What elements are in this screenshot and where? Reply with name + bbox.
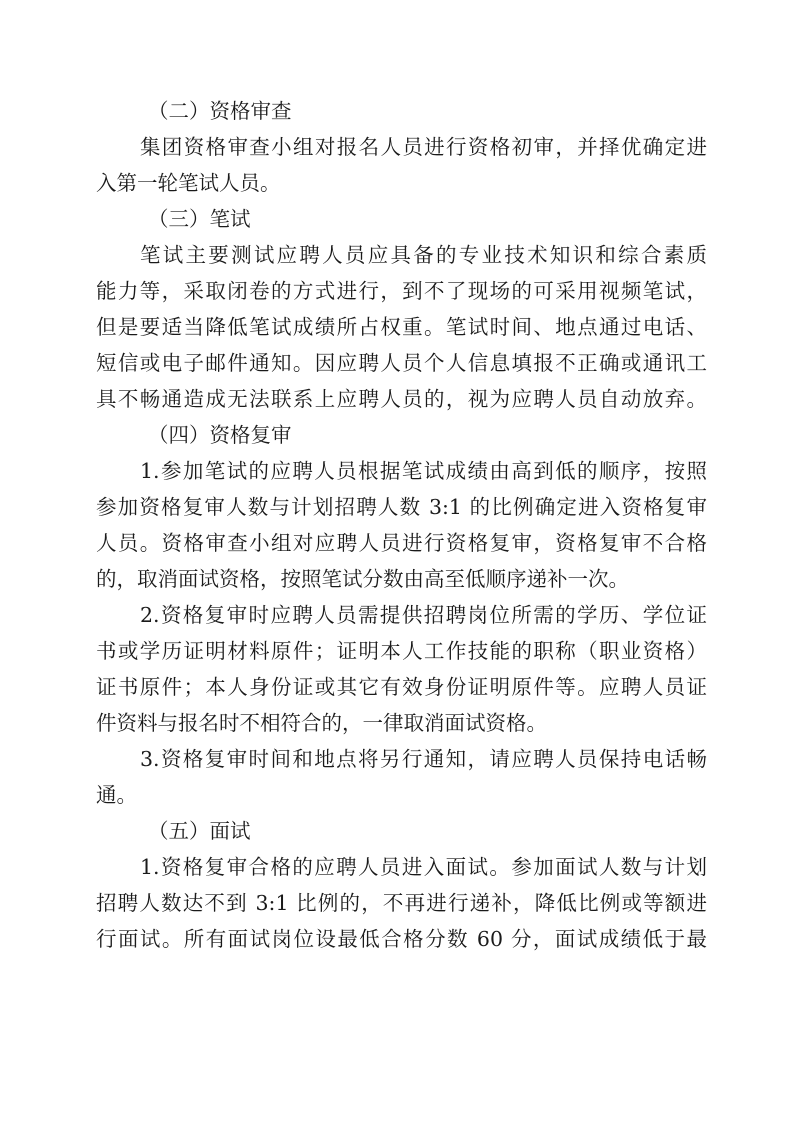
paragraph-first-line: 1.参加笔试的应聘人员根据笔试成绩由高到低的顺序，按照 xyxy=(140,459,707,483)
paragraph-line: 但是要适当降低笔试成绩所占权重。笔试时间、地点通过电话、 xyxy=(96,315,707,339)
paragraph-line: 短信或电子邮件通知。因应聘人员个人信息填报不正确或通讯工 xyxy=(96,351,707,375)
paragraph-last-line: 的，取消面试资格，按照笔试分数由高至低顺序递补一次。 xyxy=(96,567,629,591)
paragraph-first-line: 1.资格复审合格的应聘人员进入面试。参加面试人数与计划 xyxy=(140,855,707,879)
paragraph-last-line: 件资料与报名时不相符合的，一律取消面试资格。 xyxy=(96,711,547,735)
paragraph-first-line: 笔试主要测试应聘人员应具备的专业技术知识和综合素质 xyxy=(140,243,707,267)
paragraph-line: 能力等，采取闭卷的方式进行，到不了现场的可采用视频笔试， xyxy=(96,279,707,303)
paragraph-first-line: 集团资格审查小组对报名人员进行资格初审，并择优确定进 xyxy=(140,135,707,159)
paragraph-line: 行面试。所有面试岗位设最低合格分数 60 分，面试成绩低于最 xyxy=(96,927,707,951)
paragraph-line: 招聘人数达不到 3:1 比例的，不再进行递补，降低比例或等额进 xyxy=(96,891,707,915)
paragraph-first-line: 3.资格复审时间和地点将另行通知，请应聘人员保持电话畅 xyxy=(140,747,707,771)
section-heading: （五）面试 xyxy=(148,819,251,843)
paragraph-line: 证书原件；本人身份证或其它有效身份证明原件等。应聘人员证 xyxy=(96,675,707,699)
section-heading: （三）笔试 xyxy=(148,207,251,231)
paragraph-last-line: 入第一轮笔试人员。 xyxy=(96,171,281,195)
paragraph-line: 具不畅通造成无法联系上应聘人员的，视为应聘人员自动放弃。 xyxy=(96,387,707,411)
section-heading: （四）资格复审 xyxy=(148,423,292,447)
paragraph-first-line: 2.资格复审时应聘人员需提供招聘岗位所需的学历、学位证 xyxy=(140,603,707,627)
section-heading: （二）资格审查 xyxy=(148,99,292,123)
paragraph-line: 人员。资格审查小组对应聘人员进行资格复审，资格复审不合格 xyxy=(96,531,707,555)
paragraph-line: 参加资格复审人数与计划招聘人数 3:1 的比例确定进入资格复审 xyxy=(96,495,707,519)
document-body xyxy=(96,93,707,957)
paragraph-last-line: 通。 xyxy=(96,783,137,807)
paragraph-line: 书或学历证明材料原件；证明本人工作技能的职称（职业资格） xyxy=(96,639,707,663)
